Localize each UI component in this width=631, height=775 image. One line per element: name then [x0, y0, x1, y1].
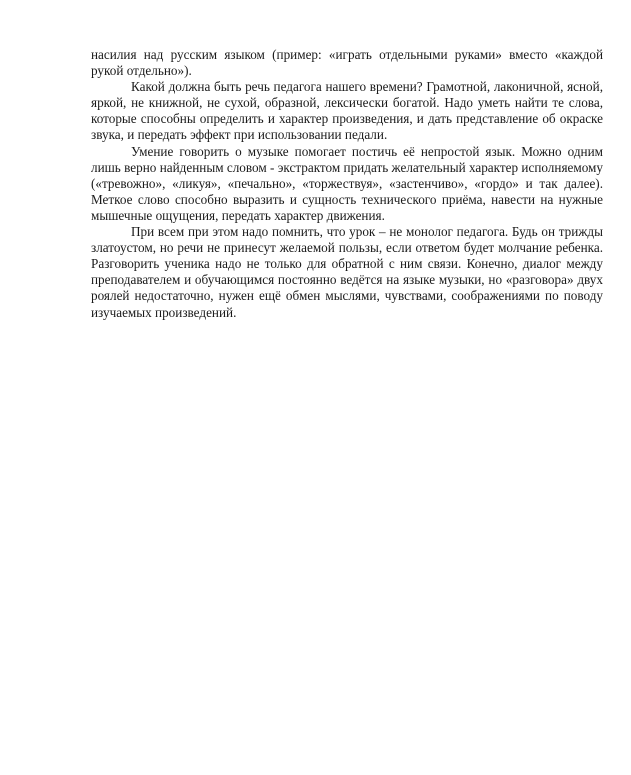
- paragraph-teacher-speech: Какой должна быть речь педагога нашего времени? Грамотной, лаконичной, ясной, яркой, не книжной, не сухой, образной, лексически богатой. Надо уметь найти те слова, которые способны определить и характер произведения, и дать представление об окраске звука, и передать эффект при использовании педали.: [91, 79, 603, 143]
- document-body: [91, 47, 603, 321]
- paragraph-talking-about-music: Умение говорить о музыке помогает постичь её непростой язык. Можно одним лишь верно найденным словом - экстрактом придать желательный характер исполняемому («тревожно», «ликуя», «печально», «торжествуя», «застенчиво», «гордо» и так далее). Меткое слово способно выразить и сущность технического приёма, навести на нужные мышечные ощущения, передать характер движения.: [91, 143, 603, 223]
- paragraph-lesson-dialogue: При всем при этом надо помнить, что урок – не монолог педагога. Будь он трижды златоустом, но речи не принесут желаемой пользы, если ответом будет молчание ребенка. Разговорить ученика надо не только для обратной с ним связи. Конечно, диалог между преподавателем и обучающимся постоянно ведётся на языке музыки, но «разговора» двух роялей недостаточно, нужен ещё обмен мыслями, чувствами, соображениями по поводу изучаемых произведений.: [91, 224, 603, 320]
- paragraph-continuation: насилия над русским языком (пример: «играть отдельными руками» вместо «каждой рукой отдельно»).: [91, 47, 603, 79]
